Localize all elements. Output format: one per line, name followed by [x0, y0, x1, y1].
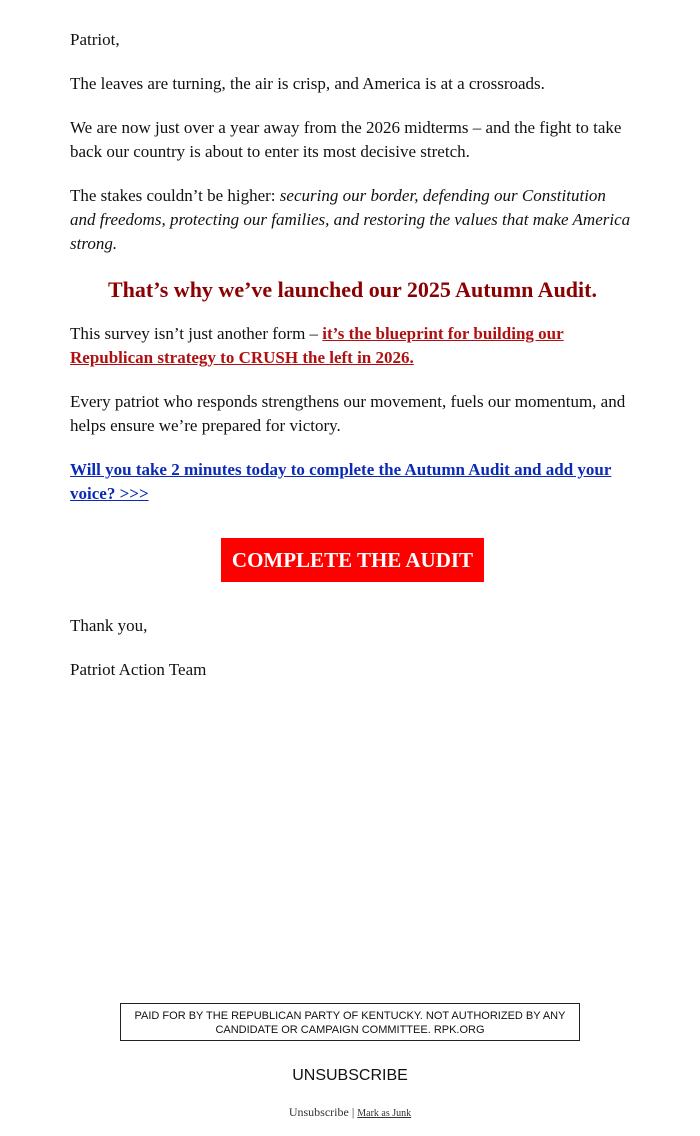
footer-separator: |	[351, 1105, 355, 1119]
paragraph-intro: The leaves are turning, the air is crisp, and America is at a crossroads.	[70, 74, 545, 93]
email-body	[70, 28, 635, 702]
take-audit-link[interactable]: Will you take 2 minutes today to complete the Autumn Audit and add your voice? >>>	[70, 460, 612, 503]
paragraph-midterms: We are now just over a year away from the 2026 midterms – and the fight to take back our country is about to enter its most decisive stretch.	[70, 118, 622, 161]
paragraph-stakes	[70, 184, 635, 256]
footer-links	[0, 1105, 700, 1120]
stakes-lead: The stakes couldn’t be higher:	[70, 186, 280, 205]
paragraph-ask	[70, 458, 635, 506]
mark-as-junk-link[interactable]: Mark as Junk	[357, 1108, 412, 1119]
headline: That’s why we’ve launched our 2025 Autumn Audit.	[108, 277, 597, 302]
paragraph-survey	[70, 322, 635, 370]
paragraph-every-patriot: Every patriot who responds strengthens our movement, fuels our momentum, and helps ensure we’re prepared for victory.	[70, 392, 626, 435]
paid-for-disclaimer: PAID FOR BY THE REPUBLICAN PARTY OF KENTUCKY. NOT AUTHORIZED BY ANY CANDIDATE OR CAMPAIGN COMMITTEE. RPK.ORG	[120, 1003, 580, 1041]
cta-container	[70, 538, 635, 582]
survey-lead: This survey isn’t just another form –	[70, 324, 323, 343]
greeting: Patriot,	[70, 30, 120, 49]
signature: Patriot Action Team	[70, 660, 207, 679]
unsubscribe-link-large[interactable]: UNSUBSCRIBE	[292, 1067, 408, 1084]
stakes-italic: securing our border, defending our Constitution and freedoms, protecting our families, and restoring the values that make America strong.	[70, 186, 631, 253]
closing: Thank you,	[70, 616, 148, 635]
blueprint-link[interactable]: it’s the blueprint for building our Republican strategy to CRUSH the left in 2026.	[70, 324, 564, 367]
complete-audit-button[interactable]: COMPLETE THE AUDIT	[221, 538, 484, 582]
unsubscribe-link-small[interactable]: Unsubscribe	[288, 1105, 349, 1119]
